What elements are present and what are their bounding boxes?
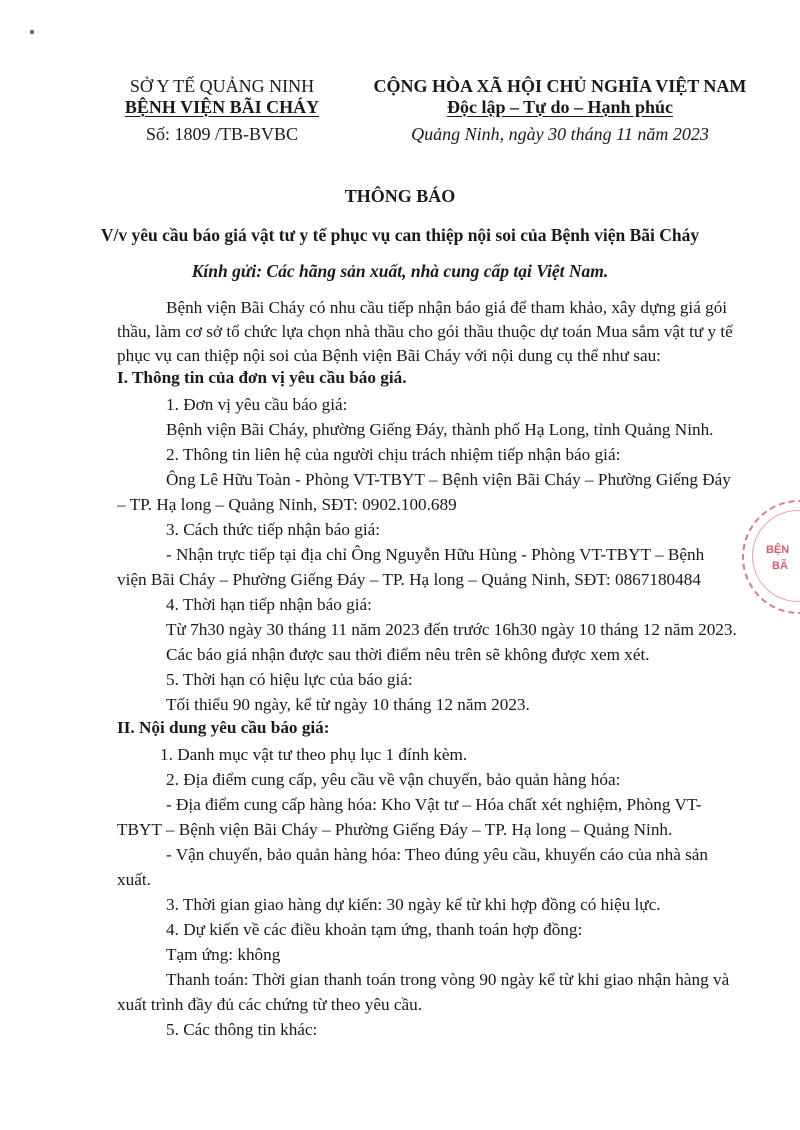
section-line: 5. Các thông tin khác: — [166, 1020, 318, 1039]
hospital-name-text: BỆNH VIỆN BÃI CHÁY — [124, 97, 320, 117]
section-line: 3. Thời gian giao hàng dự kiến: 30 ngày kể từ khi hợp đồng có hiệu lực. — [166, 895, 661, 914]
section-heading: I. Thông tin của đơn vị yêu cầu báo giá. — [117, 368, 407, 387]
section-line: Các báo giá nhận được sau thời điểm nêu trên sẽ không được xem xét. — [166, 645, 650, 664]
section-line: 2. Thông tin liên hệ của người chịu trách nhiệm tiếp nhận báo giá: — [166, 445, 621, 464]
hospital-name — [92, 96, 352, 118]
recipient-line: Kính gửi: Các hãng sản xuất, nhà cung cấp tại Việt Nam. — [191, 261, 609, 281]
section-line: - Vận chuyển, bảo quản hàng hóa: Theo đúng yêu cầu, khuyến cáo của nhà sản — [166, 845, 709, 864]
section-line: – TP. Hạ long – Quảng Ninh, SĐT: 0902.100.689 — [117, 495, 457, 514]
national-title: CỘNG HÒA XÃ HỘI CHỦ NGHĨA VIỆT NAM — [373, 76, 747, 96]
intro-line: Bệnh viện Bãi Cháy có nhu cầu tiếp nhận báo giá để tham khảo, xây dựng giá gói — [166, 298, 728, 317]
section-line: Bệnh viện Bãi Cháy, phường Giếng Đáy, thành phố Hạ Long, tỉnh Quảng Ninh. — [166, 420, 714, 439]
intro-line: phục vụ can thiệp nội soi của Bệnh viện Bãi Cháy với nội dung cụ thể như sau: — [117, 346, 661, 365]
scan-speck — [30, 30, 34, 34]
section-line: - Địa điểm cung cấp hàng hóa: Kho Vật tư – Hóa chất xét nghiệm, Phòng VT- — [166, 795, 702, 814]
section-line: 3. Cách thức tiếp nhận báo giá: — [166, 520, 381, 539]
section-line: 1. Đơn vị yêu cầu báo giá: — [166, 395, 348, 414]
document-subject: V/v yêu cầu báo giá vật tư y tế phục vụ can thiệp nội soi của Bệnh viện Bãi Cháy — [100, 225, 700, 245]
section-line: viện Bãi Cháy – Phường Giếng Đáy – TP. Hạ long – Quảng Ninh, SĐT: 0867180484 — [117, 570, 701, 589]
section-line: Ông Lê Hữu Toàn - Phòng VT-TBYT – Bệnh viện Bãi Cháy – Phường Giếng Đáy — [166, 470, 731, 489]
section-line: Từ 7h30 ngày 30 tháng 11 năm 2023 đến trước 16h30 ngày 10 tháng 12 năm 2023. — [166, 620, 737, 639]
red-seal-inner-ring — [752, 510, 800, 602]
section-line: - Nhận trực tiếp tại địa chỉ Ông Nguyễn Hữu Hùng - Phòng VT-TBYT – Bệnh — [166, 545, 705, 564]
place-date: Quảng Ninh, ngày 30 tháng 11 năm 2023 — [411, 124, 709, 144]
section-line: xuất trình đầy đủ các chứng từ theo yêu cầu. — [117, 995, 422, 1014]
section-heading: II. Nội dung yêu cầu báo giá: — [117, 718, 330, 737]
document-number: Số: 1809 /TB-BVBC — [145, 124, 299, 144]
stamp-text: BÃ — [772, 560, 788, 572]
section-line: 1. Danh mục vật tư theo phụ lục 1 đính kèm. — [160, 745, 468, 764]
section-line: 5. Thời hạn có hiệu lực của báo giá: — [166, 670, 413, 689]
section-line: TBYT – Bệnh viện Bãi Cháy – Phường Giếng Đáy – TP. Hạ long – Quảng Ninh. — [117, 820, 673, 839]
section-line: 2. Địa điểm cung cấp, yêu cầu về vận chuyển, bảo quản hàng hóa: — [166, 770, 621, 789]
document-title: THÔNG BÁO — [344, 186, 456, 206]
section-line: Thanh toán: Thời gian thanh toán trong vòng 90 ngày kể từ khi giao nhận hàng và — [166, 970, 730, 989]
national-motto — [350, 96, 770, 118]
section-line: 4. Dự kiến về các điều khoản tạm ứng, thanh toán hợp đồng: — [166, 920, 583, 939]
section-line: Tạm ứng: không — [166, 945, 281, 964]
section-line: 4. Thời hạn tiếp nhận báo giá: — [166, 595, 372, 614]
stamp-text: BỆN — [766, 544, 790, 556]
national-motto-text: Độc lập – Tự do – Hạnh phúc — [446, 97, 674, 117]
red-seal-stamp — [742, 500, 800, 614]
section-line: xuất. — [117, 870, 151, 889]
intro-line: thầu, làm cơ sở tổ chức lựa chọn nhà thầu cho gói thầu thuộc dự toán Mua sắm vật tư y tế — [117, 322, 733, 341]
section-line: Tối thiểu 90 ngày, kể từ ngày 10 tháng 12 năm 2023. — [166, 695, 530, 714]
agency-name: SỞ Y TẾ QUẢNG NINH — [129, 76, 315, 96]
